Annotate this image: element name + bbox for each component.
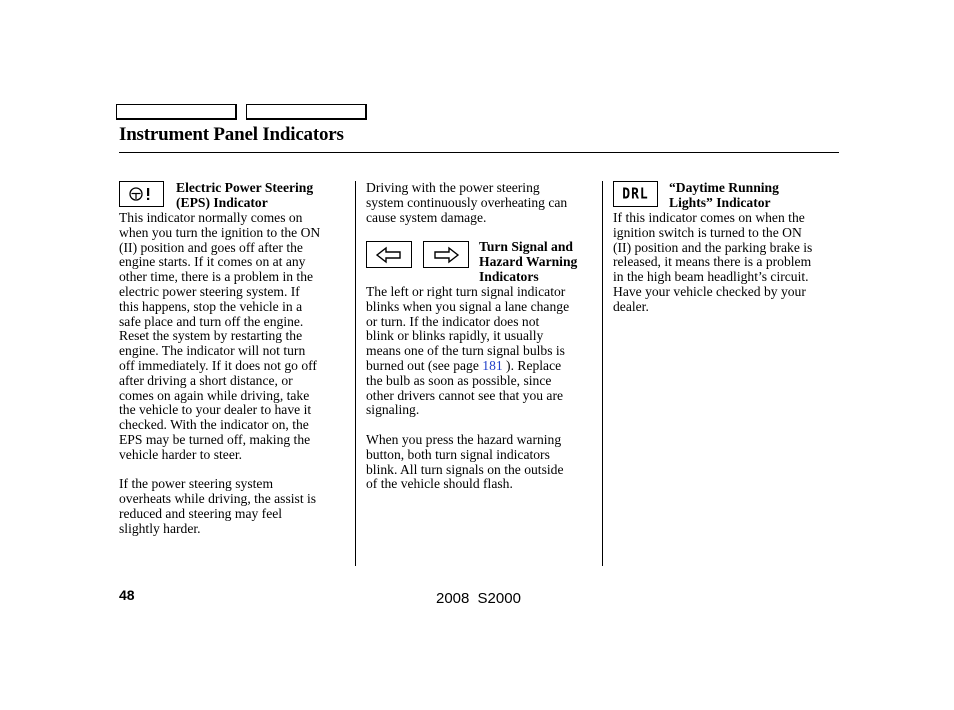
- turn-signal-heading: Turn Signal and Hazard Warning Indicators: [479, 239, 578, 284]
- nav-tab-next[interactable]: [246, 104, 367, 120]
- column-divider-2: [602, 181, 603, 566]
- page-181-link[interactable]: 181: [482, 357, 503, 373]
- eps-body: [119, 211, 320, 537]
- eps-heading: Electric Power Steering (EPS) Indicator: [176, 180, 314, 210]
- nav-tab-previous[interactable]: [116, 104, 237, 120]
- turn-signal-paragraph-1: The left or right turn signal indicator blinks when you signal a lane change or turn. If the indicator does not blink or blinks rapidly, it usually means one of the turn signal bulbs is burned out (see page 181 ). Replace the bulb as soon as possible, since other drivers cannot see that you are signaling.: [366, 284, 570, 418]
- turn-signal-left-icon: [366, 241, 412, 268]
- page-title: Instrument Panel Indicators: [119, 124, 344, 145]
- eps-warning-icon: [119, 181, 164, 207]
- eps-paragraph-2: If the power steering system overheats while driving, the assist is reduced and steering may feel slightly harder.: [119, 476, 317, 536]
- title-divider: [119, 152, 839, 153]
- turn-signal-right-icon: [423, 241, 469, 268]
- drl-body: [613, 211, 812, 315]
- eps-paragraph-1: This indicator normally comes on when you turn the ignition to the ON (II) position and goes off after the engine starts. If it comes on at any other time, there is a problem in the electric power steering system. If this happens, stop the vehicle in a safe place and turn off the engine. Reset the system by restarting the engine. The indicator will not turn off immediately. If it does not go off after driving a short distance, or comes on again while driving, take the vehicle to your dealer to have it checked. With the indicator on, the EPS may be turned off, making the vehicle harder to steer.: [119, 210, 321, 462]
- drl-indicator-icon: DRL: [613, 181, 658, 207]
- turn-signal-body: [366, 285, 569, 492]
- drl-paragraph-1: If this indicator comes on when the ignition switch is turned to the ON (II) position and the parking brake is released, it means there is a problem in the high beam headlight’s circuit. Have your vehicle checked by your dealer.: [613, 210, 813, 314]
- turn-signal-paragraph-2: When you press the hazard warning button, both turn signal indicators blink. All turn signals on the outside of the vehicle should flash.: [366, 431, 564, 492]
- overheat-note: Driving with the power steering system continuously overheating can cause system damage.: [366, 180, 568, 225]
- footer-model: 2008 S2000: [436, 590, 521, 607]
- drl-heading: “Daytime Running Lights” Indicator: [669, 180, 779, 210]
- page-number: 48: [119, 587, 135, 603]
- column-divider-1: [355, 181, 356, 566]
